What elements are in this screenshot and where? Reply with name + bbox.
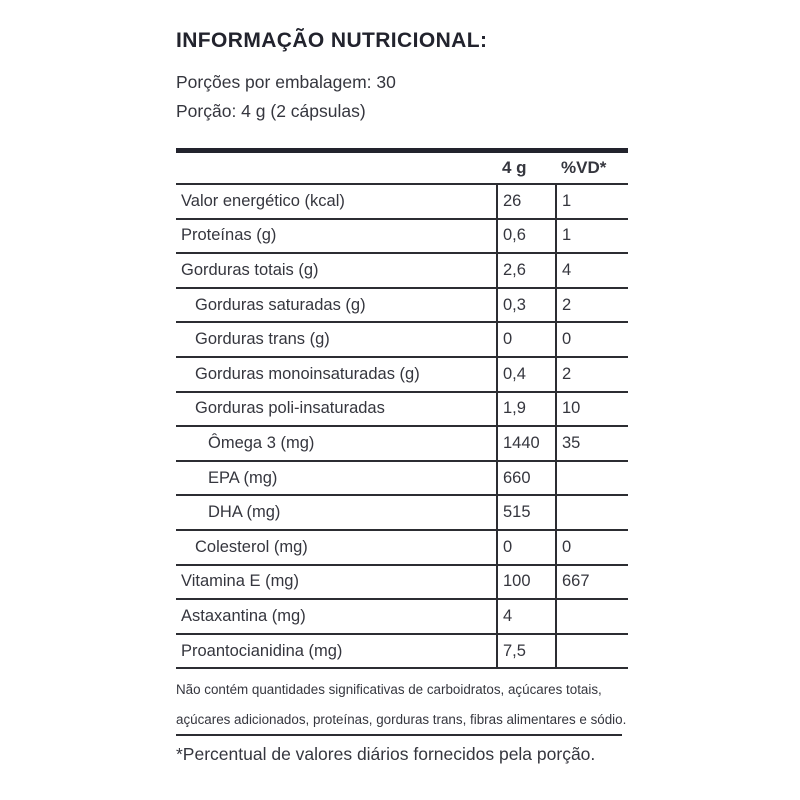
row-amount-value: 0,3 [496,289,555,322]
row-nutrient-label: EPA (mg) [208,468,278,487]
nutrition-table-body [176,185,628,669]
table-row [176,185,628,220]
row-nutrient-label: DHA (mg) [208,503,281,522]
row-dv-value: 1 [555,185,628,218]
row-nutrient-label: Valor energético (kcal) [181,191,345,210]
table-row [176,566,628,601]
row-dv-value: 2 [555,289,628,322]
row-nutrient-label: Gorduras saturadas (g) [195,295,366,314]
row-dv-value: 4 [555,254,628,287]
row-nutrient-label: Gorduras trans (g) [195,330,330,349]
table-row [176,358,628,393]
row-amount-value: 660 [496,462,555,495]
row-nutrient-label: Gorduras totais (g) [181,260,319,279]
row-dv-value: 0 [555,531,628,564]
row-amount-value: 2,6 [496,254,555,287]
table-row [176,323,628,358]
header-amount-column: 4 g [502,158,527,177]
row-nutrient-label: Gorduras poli-insaturadas [195,399,385,418]
row-amount-value: 0 [496,531,555,564]
row-nutrient-label: Gorduras monoinsaturadas (g) [195,364,420,383]
table-row [176,427,628,462]
row-amount-value: 100 [496,566,555,599]
row-dv-value: 2 [555,358,628,391]
table-row [176,496,628,531]
row-dv-value: 667 [555,566,628,599]
row-dv-value [555,635,628,668]
row-nutrient-label: Vitamina E (mg) [181,572,299,591]
row-amount-value: 1440 [496,427,555,460]
row-dv-value: 10 [555,393,628,426]
row-amount-value: 515 [496,496,555,529]
row-dv-value: 1 [555,220,628,253]
header-dv-column: %VD* [561,158,607,177]
no-significant-amounts-note: Não contém quantidades significativas de carboidratos, açúcares totais, açúcares adicionados, proteínas, gorduras trans, fibras alimentares e sódio. [176,682,627,727]
table-row [176,289,628,324]
header-nutrient-column [176,153,496,183]
row-amount-value: 26 [496,185,555,218]
row-nutrient-label: Astaxantina (mg) [181,606,306,625]
footnote-divider [176,734,622,736]
table-row [176,531,628,566]
nutrition-table [176,148,628,669]
row-nutrient-label: Proantocianidina (mg) [181,641,343,660]
table-row [176,393,628,428]
row-amount-value: 0 [496,323,555,356]
table-row [176,600,628,635]
row-dv-value: 0 [555,323,628,356]
row-dv-value [555,600,628,633]
table-row [176,635,628,670]
servings-per-package-line: Porções por embalagem: 30 [176,72,396,92]
nutrition-info-title: INFORMAÇÃO NUTRICIONAL: [176,29,488,52]
row-nutrient-label: Colesterol (mg) [195,537,308,556]
row-amount-value: 1,9 [496,393,555,426]
table-row [176,462,628,497]
row-amount-value: 0,6 [496,220,555,253]
table-row [176,220,628,255]
table-row [176,254,628,289]
row-dv-value [555,462,628,495]
portion-size-line: Porção: 4 g (2 cápsulas) [176,101,366,121]
daily-values-note: *Percentual de valores diários fornecidos pela porção. [176,744,596,764]
row-amount-value: 7,5 [496,635,555,668]
row-dv-value [555,496,628,529]
nutrition-table-header-row [176,153,628,185]
row-dv-value: 35 [555,427,628,460]
row-amount-value: 4 [496,600,555,633]
row-nutrient-label: Ômega 3 (mg) [208,433,315,452]
row-nutrient-label: Proteínas (g) [181,226,277,245]
row-amount-value: 0,4 [496,358,555,391]
